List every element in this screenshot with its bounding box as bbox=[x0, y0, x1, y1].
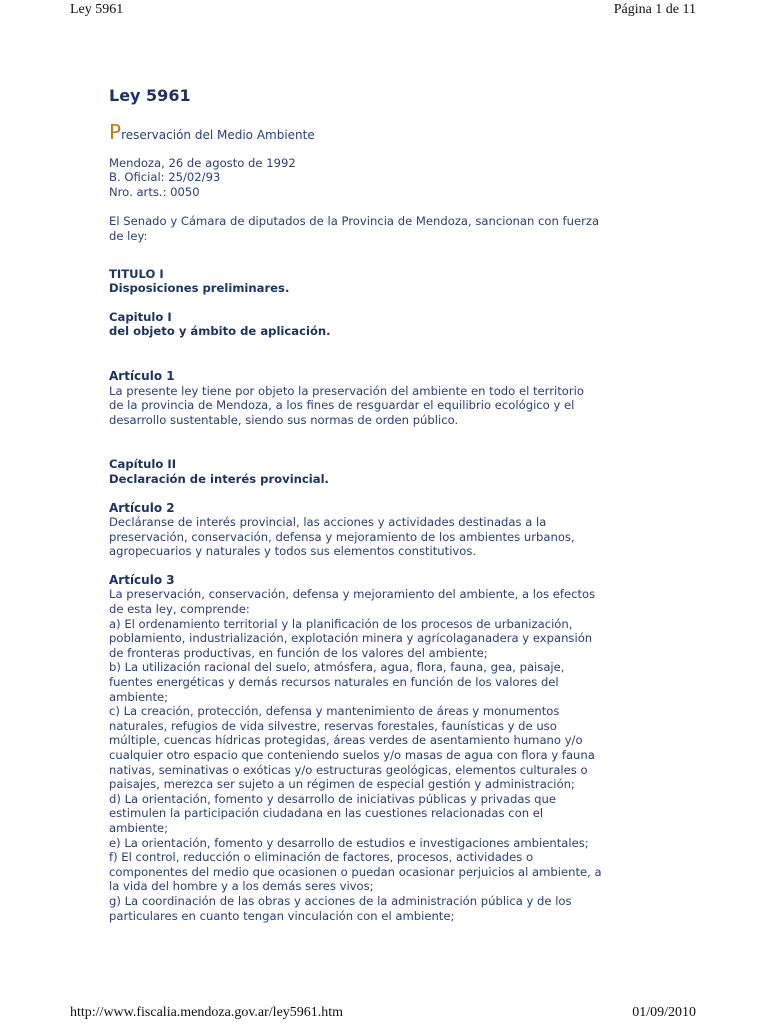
text-line: ambiente; bbox=[109, 689, 169, 704]
text-line: Decláranse de interés provincial, las acciones y actividades destinadas a la bbox=[109, 515, 547, 530]
text-line: a) El ordenamiento territorial y la planificación de los procesos de urbanización, bbox=[109, 616, 573, 631]
text-line: múltiple, cuencas hídricas protegidas, áreas verdes de asentamiento humano y/o bbox=[109, 733, 583, 748]
chapter-number: Capitulo I bbox=[109, 309, 172, 324]
page-header bbox=[0, 0, 768, 24]
intro-line: de ley: bbox=[109, 228, 148, 243]
text-line: estimulen la participación ciudadana en las cuestiones relacionadas con el bbox=[109, 806, 544, 821]
text-line: poblamiento, industrialización, explotación minera y agrícolaganadera y expansión bbox=[109, 631, 593, 646]
chapter-name: Declaración de interés provincial. bbox=[109, 471, 329, 486]
chapter-name: del objeto y ámbito de aplicación. bbox=[109, 324, 331, 339]
header-title: Ley 5961 bbox=[70, 2, 124, 17]
text-line: fuentes energéticas y demás recursos naturales en función de los valores del bbox=[109, 675, 559, 690]
page-footer bbox=[0, 1005, 768, 1024]
law-subtitle bbox=[109, 120, 669, 144]
text-line: la vida del hombre y a los demás seres vivos; bbox=[109, 879, 374, 894]
text-line: agropecuarios y naturales y todos sus elementos constitutivos. bbox=[109, 544, 477, 559]
law-metadata bbox=[109, 156, 669, 200]
text-line: de fronteras productivas, en función de los valores del ambiente; bbox=[109, 645, 488, 660]
text-line: naturales, refugios de vida silvestre, reservas forestales, faunísticas y de uso bbox=[109, 718, 557, 733]
text-line: desarrollo sustentable, siendo sus normas de orden público. bbox=[109, 412, 459, 427]
text-line: c) La creación, protección, defensa y mantenimiento de áreas y monumentos bbox=[109, 704, 560, 719]
text-line: g) La coordinación de las obras y acciones de la administración pública y de los bbox=[109, 893, 572, 908]
law-title: Ley 5961 bbox=[109, 86, 191, 105]
text-line: e) La orientación, fomento y desarrollo de estudios e investigaciones ambientales; bbox=[109, 835, 589, 850]
footer-url: http://www.fiscalia.mendoza.gov.ar/ley5961.htm bbox=[70, 1005, 344, 1020]
text-line: de la provincia de Mendoza, a los fines de resguardar el equilibrio ecológico y el bbox=[109, 398, 575, 413]
text-line: preservación, conservación, defensa y mejoramiento de los ambientes urbanos, bbox=[109, 529, 575, 544]
text-line: particulares en cuanto tengan vinculación con el ambiente; bbox=[109, 908, 455, 923]
text-line: componentes del medio que ocasionen o puedan ocasionar perjuicios al ambiente, a bbox=[109, 864, 602, 879]
text-line: d) La orientación, fomento y desarrollo de iniciativas públicas y privadas que bbox=[109, 791, 557, 806]
meta-date: Mendoza, 26 de agosto de 1992 bbox=[109, 155, 296, 170]
article-1-heading: Artículo 1 bbox=[109, 368, 175, 383]
text-line: La presente ley tiene por objeto la preservación del ambiente en todo el territorio bbox=[109, 383, 584, 398]
intro-line: El Senado y Cámara de diputados de la Provincia de Mendoza, sancionan con fuerza bbox=[109, 214, 600, 229]
chapter-2-heading bbox=[109, 457, 669, 486]
text-line: de esta ley, comprende: bbox=[109, 602, 250, 617]
page-number: Página 1 de 11 bbox=[613, 2, 696, 17]
title-heading bbox=[109, 267, 669, 296]
text-line: cualquier otro espacio que conteniendo suelos y/o masas de agua con flora y fauna bbox=[109, 748, 595, 762]
chapter-number: Capítulo II bbox=[109, 457, 177, 472]
article-1-text bbox=[109, 384, 669, 428]
footer-date: 01/09/2010 bbox=[632, 1005, 696, 1020]
article-3-text bbox=[109, 587, 669, 923]
subtitle-initial: P bbox=[109, 120, 122, 144]
document-body bbox=[109, 84, 669, 923]
subtitle-text: reservación del Medio Ambiente bbox=[121, 128, 315, 142]
titulo-name: Disposiciones preliminares. bbox=[109, 281, 290, 296]
chapter-1-heading bbox=[109, 310, 669, 339]
text-line: La preservación, conservación, defensa y mejoramiento del ambiente, a los efectos bbox=[109, 587, 596, 602]
text-line: ambiente; bbox=[109, 820, 169, 835]
text-line: b) La utilización racional del suelo, atmósfera, agua, flora, fauna, gea, paisaje, bbox=[109, 660, 565, 675]
text-line: nativas, seminativas o exóticas y/o estructuras geológicas, elementos culturales o bbox=[109, 762, 588, 777]
titulo-number: TITULO I bbox=[109, 266, 164, 281]
text-line: f) El control, reducción o eliminación de factores, procesos, actividades o bbox=[109, 850, 534, 865]
article-2-heading: Artículo 2 bbox=[109, 500, 175, 515]
meta-articles: Nro. arts.: 0050 bbox=[109, 184, 200, 199]
article-3-heading: Artículo 3 bbox=[109, 572, 175, 587]
article-2-text bbox=[109, 515, 669, 559]
meta-boletin: B. Oficial: 25/02/93 bbox=[109, 170, 221, 185]
enactment-clause bbox=[109, 214, 669, 243]
text-line: paisajes, merezca ser sujeto a un régimen de especial gestión y administración; bbox=[109, 777, 575, 792]
